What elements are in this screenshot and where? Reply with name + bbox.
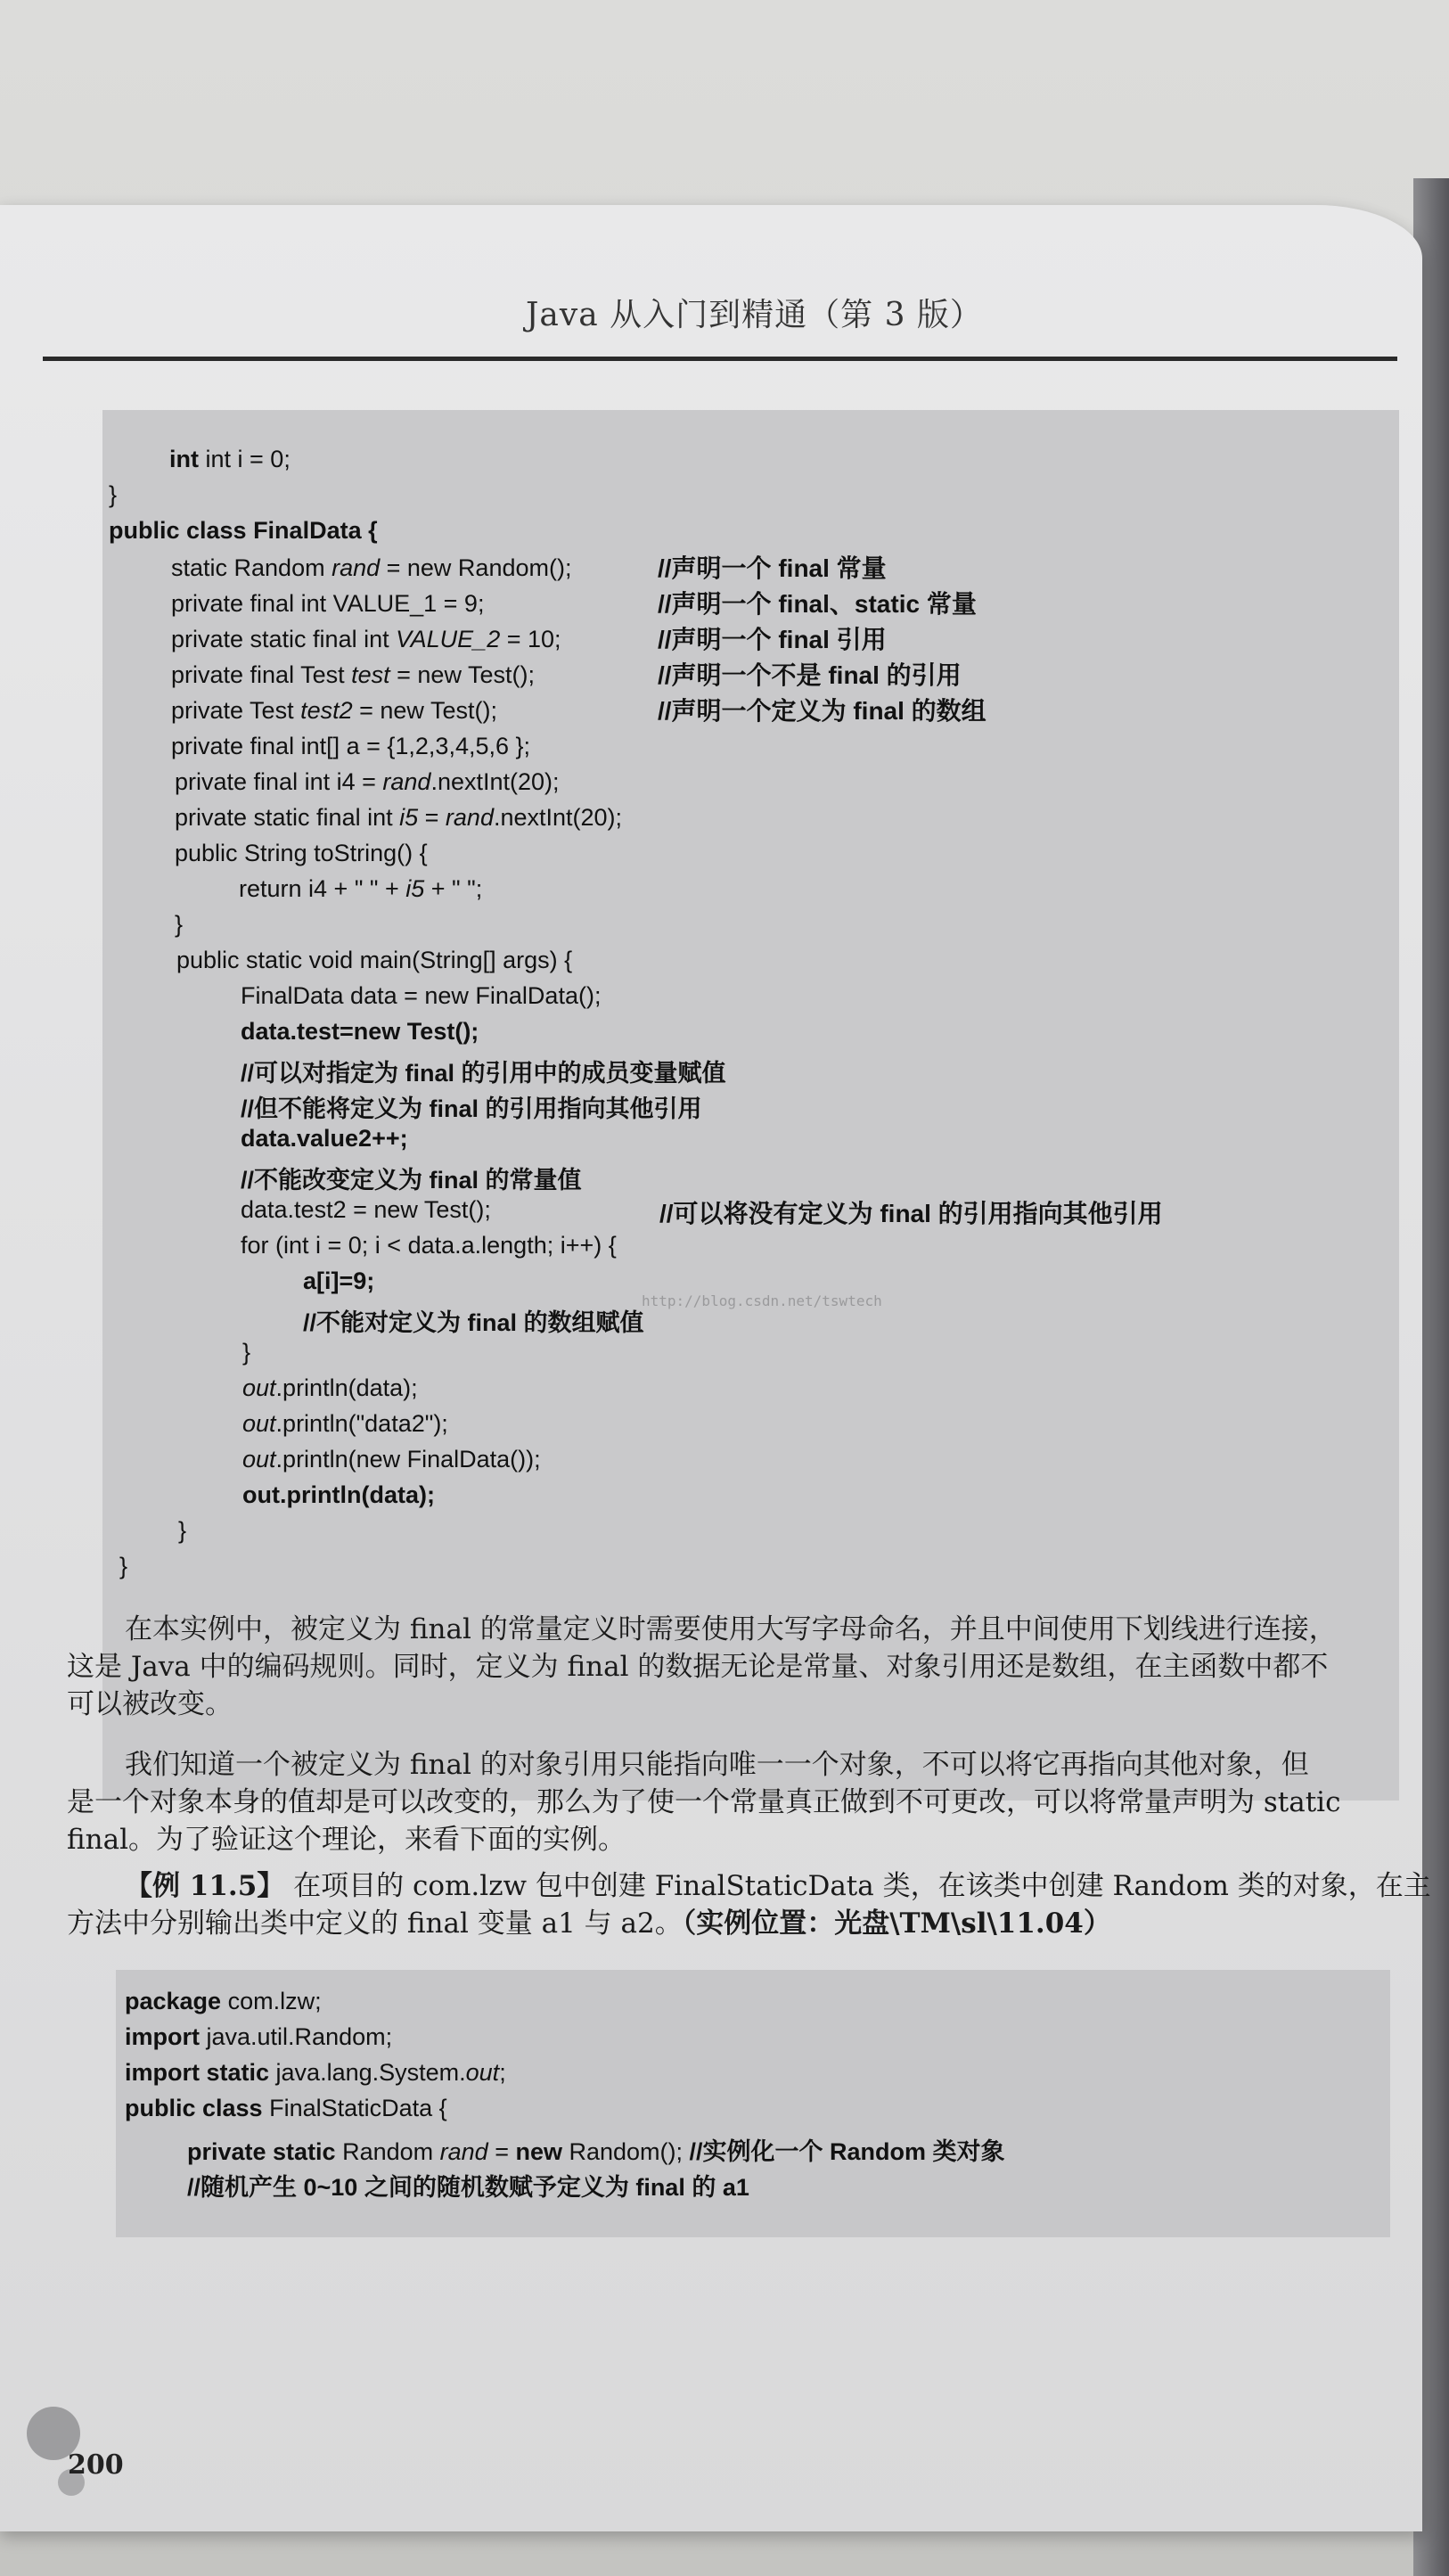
- code-line: }: [175, 911, 184, 938]
- code-line: data.test=new Test();: [241, 1018, 479, 1045]
- watermark: http://blog.csdn.net/tswtech: [642, 1292, 882, 1309]
- example-location: （实例位置：光盘\TM\sl\11.04）: [682, 1907, 1111, 1940]
- code-line: for (int i = 0; i < data.a.length; i++) {: [241, 1232, 617, 1259]
- code-line: return i4 + " " + i5 + " ";: [239, 875, 483, 902]
- code-line: out.println(new FinalData());: [242, 1446, 541, 1473]
- code-comment: //可以将没有定义为 final 的引用指向其他引用: [659, 1200, 1163, 1227]
- paragraph-line: 在本实例中，被定义为 final 的常量定义时需要使用大写字母命名，并且中间使用下划线进行连接，: [125, 1613, 1337, 1645]
- book-page: [0, 205, 1431, 2531]
- code-line: private final int[] a = {1,2,3,4,5,6 };: [171, 733, 531, 759]
- code-line: FinalData data = new FinalData();: [241, 982, 602, 1009]
- paragraph-line: 是一个对象本身的值却是可以改变的，那么为了使一个常量真正做到不可更改，可以将常量声明为 static: [67, 1786, 1341, 1818]
- code-comment: //声明一个 final 常量: [658, 554, 887, 582]
- code-line: out.println("data2");: [242, 1410, 448, 1437]
- code-line: out.println(data);: [242, 1481, 435, 1508]
- code-line: //不能改变定义为 final 的常量值: [241, 1167, 582, 1194]
- code-line: }: [242, 1339, 251, 1366]
- code-comment: //声明一个不是 final 的引用: [658, 661, 962, 689]
- code-comment: //声明一个 final 引用: [658, 626, 887, 653]
- code-line: //但不能将定义为 final 的引用指向其他引用: [241, 1095, 702, 1122]
- code-comment: //声明一个 final、static 常量: [658, 590, 977, 618]
- code-line: static Random rand = new Random();: [171, 554, 572, 581]
- code-line: }: [178, 1517, 187, 1544]
- code-line: out.println(data);: [242, 1374, 418, 1401]
- code-line: private static Random rand = new Random(); //实例化一个 Random 类对象: [187, 2138, 1005, 2165]
- code-line: import java.util.Random;: [125, 2023, 393, 2050]
- code-line: public String toString() {: [175, 840, 428, 866]
- header-rule: [43, 357, 1397, 361]
- code-line: import static java.lang.System.out;: [125, 2059, 506, 2086]
- code-line: //可以对指定为 final 的引用中的成员变量赋值: [241, 1060, 726, 1087]
- code-line: data.value2++;: [241, 1125, 408, 1152]
- code-line: private static final int i5 = rand.nextInt(20);: [175, 804, 623, 831]
- code-comment: //声明一个定义为 final 的数组: [658, 697, 986, 725]
- code-line: int int i = 0;: [169, 446, 291, 472]
- paragraph-line: final。为了验证这个理论，来看下面的实例。: [67, 1824, 626, 1856]
- code-line: private final int i4 = rand.nextInt(20);: [175, 768, 560, 795]
- running-head: Java 从入门到精通（第 3 版）: [526, 297, 983, 333]
- code-line: }: [119, 1553, 128, 1579]
- paragraph-line: 这是 Java 中的编码规则。同时，定义为 final 的数据无论是常量、对象引用还是数组，在主函数中都不: [67, 1651, 1329, 1683]
- example-label: 【例 11.5】: [125, 1870, 285, 1902]
- example-line: 【例 11.5】 在项目的 com.lzw 包中创建 FinalStaticData 类，在该类中创建 Random 类的对象，在主: [125, 1870, 1431, 1902]
- code-line: package com.lzw;: [125, 1988, 322, 2014]
- code-line: private final Test test = new Test();: [171, 661, 535, 688]
- code-line: //不能对定义为 final 的数组赋值: [303, 1309, 644, 1336]
- paragraph-line: 可以被改变。: [67, 1688, 233, 1720]
- code-line: private final int VALUE_1 = 9;: [171, 590, 485, 617]
- example-line: 方法中分别输出类中定义的 final 变量 a1 与 a2。（实例位置：光盘\TM\sl\11.04）: [67, 1907, 1111, 1940]
- code-line: private Test test2 = new Test();: [171, 697, 497, 724]
- code-line: a[i]=9;: [303, 1267, 375, 1294]
- page-number: 200: [68, 2449, 124, 2481]
- code-line: //随机产生 0~10 之间的随机数赋予定义为 final 的 a1: [187, 2174, 749, 2201]
- code-line: public class FinalData {: [109, 517, 378, 544]
- code-line: public static void main(String[] args) {: [176, 947, 573, 973]
- code-line: private static final int VALUE_2 = 10;: [171, 626, 561, 652]
- paragraph-line: 我们知道一个被定义为 final 的对象引用只能指向唯一一个对象，不可以将它再指向其他对象，但: [125, 1749, 1309, 1781]
- code-line: public class FinalStaticData {: [125, 2095, 447, 2121]
- code-line: data.test2 = new Test();: [241, 1196, 491, 1223]
- code-line: }: [109, 481, 118, 508]
